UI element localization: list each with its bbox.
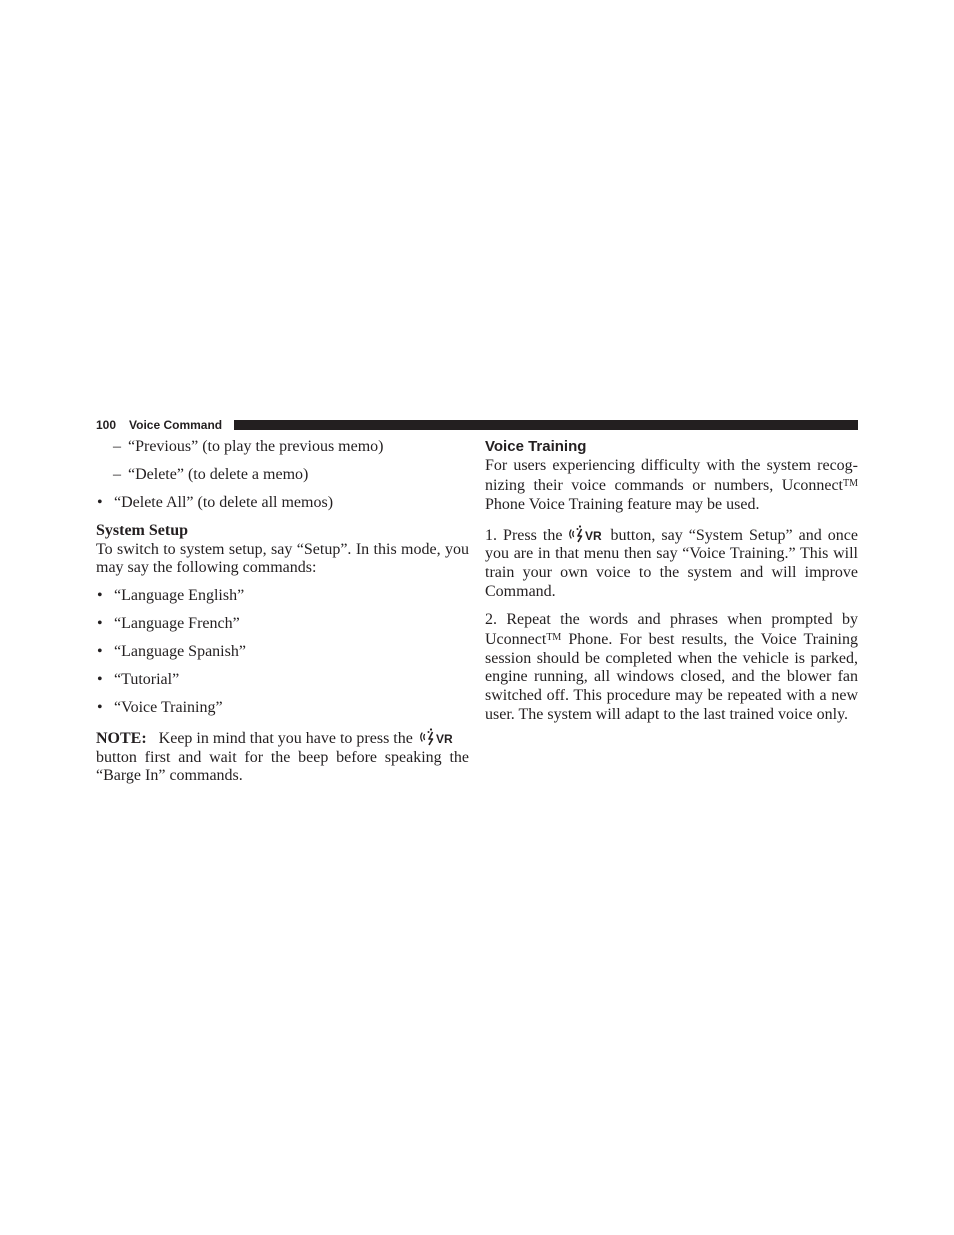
voice-training-heading: Voice Training — [485, 438, 587, 455]
list-item-text: “Delete” (to delete a memo) — [128, 465, 309, 483]
list-item — [96, 438, 469, 457]
system-setup-heading: System Setup — [96, 521, 189, 539]
bullet-marker: • — [97, 493, 103, 511]
step-2-text-b: Phone. For best results, the Voice Training session should be completed when the vehicle is parked, engine running, all windows closed, and the blower fan switched off. This procedure may be repeated with a new user. The system will adapt to the last trained voice only. — [485, 631, 859, 723]
trademark-mark: TM — [546, 632, 562, 644]
page-header — [96, 416, 858, 434]
dash-marker: – — [113, 438, 121, 455]
svg-text:VR: VR — [585, 528, 603, 543]
bullet-marker: • — [97, 643, 103, 661]
note-label: NOTE: — [96, 730, 147, 748]
list-item-text: “Language Spanish” — [114, 643, 246, 661]
section-title: Voice Command — [129, 418, 223, 432]
list-item — [96, 643, 469, 662]
bullet-marker: • — [97, 587, 103, 605]
bullet-marker: • — [97, 699, 103, 717]
step-2-text-a: 2. Repeat the words and phrases when prompted by Uconnect — [485, 610, 858, 649]
voice-recognition-button-icon — [419, 727, 455, 747]
note-text-a: Keep in mind that you have to press the — [158, 730, 413, 748]
list-item-text: “Language French” — [114, 615, 240, 633]
voice-recognition-button-icon — [568, 524, 604, 544]
intro-text-b: Phone Voice Training feature may be used. — [485, 495, 760, 513]
header-rule — [234, 420, 858, 430]
trademark-mark: TM — [843, 478, 858, 490]
bullet-marker: • — [97, 615, 103, 633]
note-paragraph — [96, 727, 469, 786]
step-2 — [485, 611, 858, 725]
dash-marker: – — [113, 465, 121, 483]
list-item — [96, 466, 469, 485]
list-item-text: “Tutorial” — [114, 671, 180, 689]
list-item — [96, 671, 469, 690]
system-setup-intro: To switch to system setup, say “Setup”. In this mode, you may say the following commands: — [96, 540, 469, 577]
step-1 — [485, 524, 858, 601]
bullet-marker: • — [97, 671, 103, 689]
list-item — [96, 615, 469, 634]
list-item — [96, 699, 469, 718]
list-item-text: “Voice Training” — [114, 699, 223, 717]
page-number: 100 — [96, 418, 117, 432]
list-item-text: “Language English” — [114, 587, 245, 605]
list-item — [96, 494, 469, 513]
list-item — [96, 587, 469, 606]
note-text-b: button first and wait for the beep before speaking the “Barge In” commands. — [96, 748, 469, 785]
voice-training-intro — [485, 457, 858, 515]
step-1-text-a: 1. Press the — [485, 526, 563, 544]
list-item-text: “Previous” (to play the previous memo) — [128, 438, 384, 455]
right-column — [485, 438, 858, 724]
list-item-text: “Delete All” (to delete all memos) — [114, 493, 334, 511]
intro-text-a: For users experiencing difficulty with the system recog-nizing their voice commands or numbers, Uconnect — [485, 456, 858, 495]
left-column — [96, 438, 469, 786]
svg-text:VR: VR — [435, 732, 453, 747]
step-1-text-b: button, say “System Setup” and once you are in that menu then say “Voice Training.” This will train your own voice to the system and will improve Command. — [485, 526, 858, 600]
